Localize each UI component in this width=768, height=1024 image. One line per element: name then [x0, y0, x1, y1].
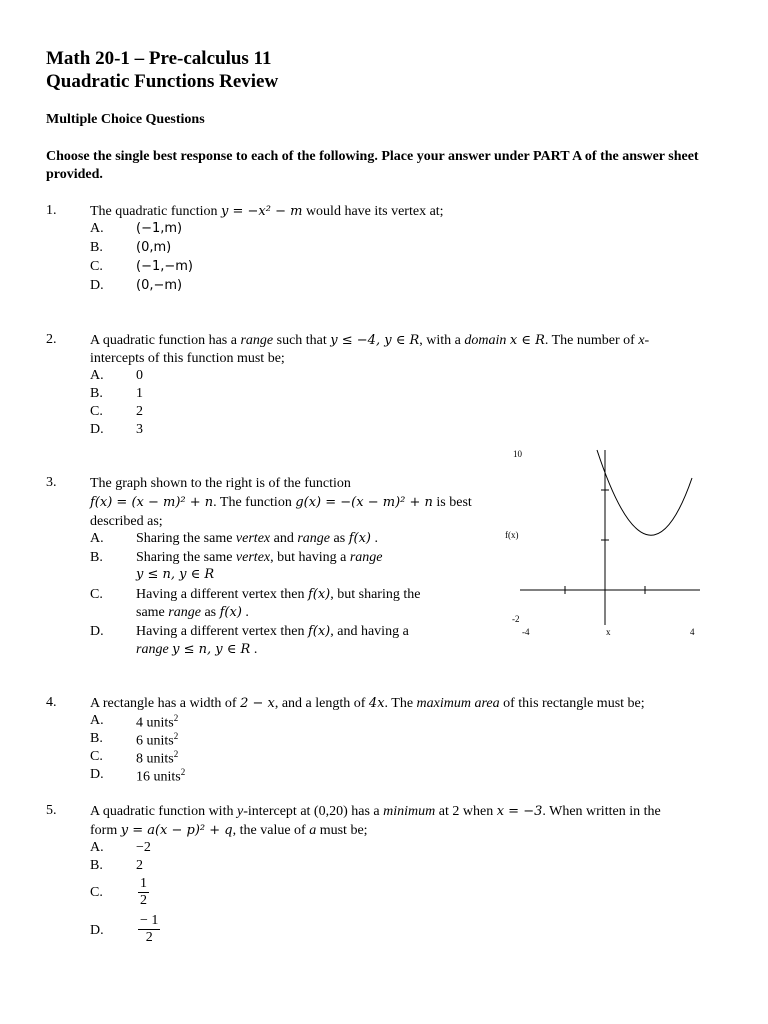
section-heading: Multiple Choice Questions	[46, 112, 205, 127]
option-letter: C.	[90, 587, 103, 602]
option-letter: C.	[90, 749, 103, 764]
term-vertex: vertex	[235, 550, 271, 565]
range-expression: y ≤ n, y ∈ R	[136, 567, 215, 582]
unit-exponent: 2	[180, 767, 186, 777]
option-letter: B.	[90, 386, 103, 401]
range-expression: y ≤ n, y ∈ R	[172, 642, 251, 657]
question-text-line3: described as;	[90, 514, 163, 529]
question-text	[90, 803, 661, 821]
term-range: range	[240, 333, 274, 348]
question-text	[90, 203, 444, 221]
option-letter: B.	[90, 731, 103, 746]
text: A quadratic function has a	[90, 333, 237, 348]
y-bottom-label: -2	[512, 614, 520, 624]
option-text	[136, 550, 383, 566]
denominator: 2	[140, 893, 147, 908]
term-minimum: minimum	[383, 804, 436, 819]
option-letter: D.	[90, 422, 104, 437]
question-text-line2	[90, 494, 472, 512]
text: must be;	[319, 823, 368, 838]
f-expression: f(x) = (x − m)² + n	[90, 495, 214, 510]
term-range: range	[136, 642, 169, 657]
text: . The	[384, 696, 414, 711]
x-axis-label: x	[606, 627, 611, 637]
text: , and a length of	[274, 696, 366, 711]
text: . The function	[213, 495, 292, 510]
option-letter: A.	[90, 368, 104, 383]
term-domain: domain	[464, 333, 507, 348]
x-right-label: 4	[690, 627, 695, 637]
option-text	[136, 642, 257, 658]
unit: units	[153, 769, 181, 785]
option-letter: C.	[90, 259, 103, 274]
option-text: 2	[136, 858, 143, 873]
option-letter: A.	[90, 713, 104, 728]
text: .	[245, 605, 249, 620]
y-top-label: 10	[513, 449, 522, 459]
option-letter: A.	[90, 840, 104, 855]
option-d-fraction	[138, 913, 160, 946]
variable: a	[309, 823, 317, 838]
term-range: range	[297, 531, 331, 546]
text: , with a	[419, 333, 461, 348]
option-text	[136, 605, 249, 621]
option-c-fraction	[138, 876, 149, 909]
fraction	[138, 913, 160, 946]
option-letter: D.	[90, 624, 104, 639]
x-value-expression: x = −3	[496, 804, 543, 819]
option-letter: C.	[90, 885, 103, 900]
option-text	[136, 713, 178, 732]
option-text	[136, 767, 185, 786]
unit-exponent: 2	[173, 713, 179, 723]
text: A rectangle has a width of	[90, 696, 237, 711]
text: would have its vertex at;	[305, 204, 444, 219]
option-text	[136, 624, 409, 640]
term-range: range	[168, 605, 201, 620]
y-axis-label: f(x)	[505, 530, 519, 540]
option-letter: B.	[90, 550, 103, 565]
option-text: (−1,−m)	[136, 259, 193, 274]
unit: units	[146, 751, 174, 767]
option-text	[136, 587, 420, 603]
option-text: 3	[136, 422, 143, 437]
document-subtitle: Quadratic Functions Review	[46, 71, 279, 92]
term-range: range	[349, 550, 383, 565]
variable: y	[236, 804, 244, 819]
text: as	[204, 605, 217, 620]
term-maximum-area: maximum area	[416, 696, 500, 711]
option-text: (0,m)	[136, 240, 172, 255]
option-letter: D.	[90, 767, 104, 782]
variable: x	[638, 333, 645, 348]
text: Having a different vertex then	[136, 624, 305, 639]
f-expression: f(x)	[307, 624, 331, 639]
f-expression: f(x)	[348, 531, 371, 546]
option-letter: A.	[90, 221, 104, 236]
text: such that	[276, 333, 327, 348]
instructions: Choose the single best response to each of the following. Place your answer under PART A of the answer sheet provided.	[46, 149, 699, 182]
unit-exponent: 2	[173, 731, 179, 741]
option-text	[136, 749, 178, 768]
text: Sharing the same	[136, 531, 233, 546]
question-text-line2	[90, 822, 368, 840]
vertex-form-expression: y = a(x − p)² + q	[120, 823, 233, 838]
f-expression: f(x)	[307, 587, 331, 602]
denominator: 2	[145, 930, 153, 945]
text: .	[374, 531, 378, 546]
text: form	[90, 823, 118, 838]
option-text: 1	[136, 386, 143, 401]
text: . The number of	[544, 333, 635, 348]
f-expression: f(x)	[219, 605, 242, 620]
option-value: 6	[136, 733, 143, 749]
range-expression: y ≤ −4, y ∈ R	[330, 333, 420, 348]
parabola-curve	[597, 450, 692, 535]
text: same	[136, 605, 165, 620]
text: , the value of	[232, 823, 306, 838]
option-text: −2	[136, 840, 151, 855]
option-letter: D.	[90, 278, 104, 293]
text: . When written in the	[542, 804, 661, 819]
text: at 2 when	[438, 804, 494, 819]
x-left-label: -4	[522, 627, 530, 637]
text: , and having a	[330, 624, 409, 639]
option-letter: C.	[90, 404, 103, 419]
question-text	[90, 332, 649, 350]
text: -	[644, 333, 650, 348]
option-text	[136, 531, 378, 547]
option-letter: D.	[90, 923, 104, 938]
option-text	[136, 731, 178, 750]
text: Having a different vertex then	[136, 587, 305, 602]
unit-exponent: 2	[173, 749, 179, 759]
question-number: 5.	[46, 803, 57, 818]
document-title: Math 20-1 – Pre-calculus 11	[46, 48, 272, 69]
option-value: 8	[136, 751, 143, 767]
numerator: − 1	[140, 913, 159, 928]
text: as	[333, 531, 346, 546]
text: , but sharing the	[330, 587, 421, 602]
question-number: 2.	[46, 332, 57, 347]
unit: units	[146, 715, 174, 731]
numerator: 1	[140, 876, 147, 891]
domain-expression: x ∈ R	[509, 333, 545, 348]
text: of this rectangle must be;	[503, 696, 645, 711]
question-text-line2: intercepts of this function must be;	[90, 351, 285, 366]
option-value: 16	[136, 769, 150, 785]
length-expression: 4x	[368, 696, 385, 711]
option-text: (0,−m)	[136, 278, 183, 293]
question-text	[90, 695, 645, 713]
option-text: 0	[136, 368, 143, 383]
option-text: (−1,m)	[136, 221, 183, 236]
unit: units	[146, 733, 174, 749]
g-expression: g(x) = −(x − m)² + n	[295, 495, 433, 510]
question-number: 4.	[46, 695, 57, 710]
text: is best	[436, 495, 472, 510]
text: -intercept at (0,20) has a	[243, 804, 380, 819]
option-letter: B.	[90, 858, 103, 873]
parabola-graph	[500, 440, 720, 650]
option-letter: A.	[90, 531, 104, 546]
text: , but having a	[270, 550, 347, 565]
equation: y = −x² − m	[221, 204, 303, 219]
text: A quadratic function with	[90, 804, 234, 819]
text: and	[273, 531, 294, 546]
option-value: 4	[136, 715, 143, 731]
question-number: 3.	[46, 475, 57, 490]
option-text: 2	[136, 404, 143, 419]
width-expression: 2 − x	[240, 696, 275, 711]
question-number: 1.	[46, 203, 57, 218]
text: .	[253, 642, 258, 657]
text: Sharing the same	[136, 550, 233, 565]
fraction	[138, 876, 149, 909]
option-letter: B.	[90, 240, 103, 255]
question-text: The graph shown to the right is of the function	[90, 476, 351, 491]
text: The quadratic function	[90, 204, 218, 219]
term-vertex: vertex	[235, 531, 271, 546]
